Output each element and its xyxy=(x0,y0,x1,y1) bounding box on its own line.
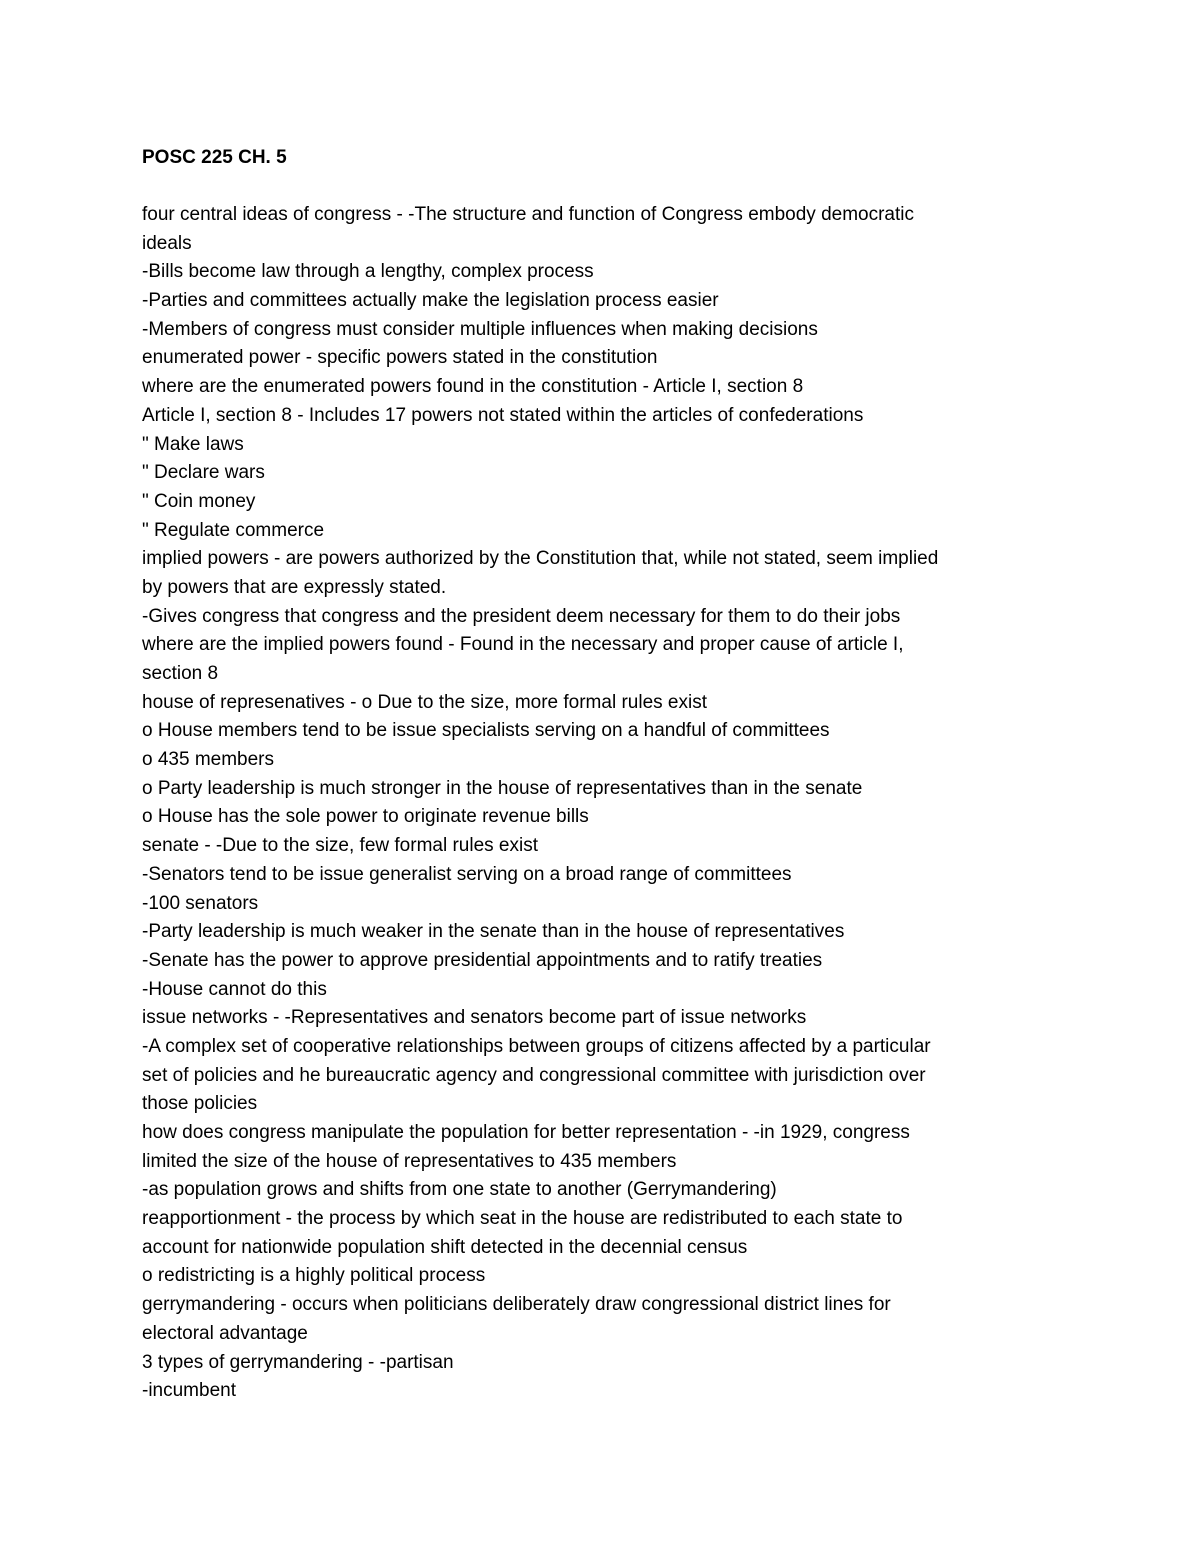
text-line: -Gives congress that congress and the president deem necessary for them to do their jobs xyxy=(142,605,901,627)
text-line: Article I, section 8 - Includes 17 powers not stated within the articles of confederations xyxy=(142,404,864,426)
text-line: implied powers - are powers authorized by the Constitution that, while not stated, seem implied xyxy=(142,548,939,570)
text-line: limited the size of the house of representatives to 435 members xyxy=(142,1150,677,1172)
text-line: where are the implied powers found - Found in the necessary and proper cause of article I, xyxy=(142,634,904,656)
text-line: -A complex set of cooperative relationships between groups of citizens affected by a particular xyxy=(142,1035,931,1057)
page-title: POSC 225 CH. 5 xyxy=(142,147,287,168)
text-line: electoral advantage xyxy=(142,1322,308,1344)
text-line: " Make laws xyxy=(142,433,244,455)
text-line: set of policies and he bureaucratic agency and congressional committee with jurisdiction over xyxy=(142,1064,926,1086)
text-line: o House members tend to be issue specialists serving on a handful of committees xyxy=(142,720,830,742)
text-line: house of represenatives - o Due to the size, more formal rules exist xyxy=(142,691,707,713)
document-body xyxy=(142,201,1077,1406)
text-line: -House cannot do this xyxy=(142,978,327,1000)
text-line: o House has the sole power to originate revenue bills xyxy=(142,806,589,828)
text-line: o 435 members xyxy=(142,749,275,771)
text-line: o redistricting is a highly political process xyxy=(142,1265,486,1287)
text-line: -incumbent xyxy=(142,1380,236,1402)
text-line: those policies xyxy=(142,1093,258,1115)
text-line: -Members of congress must consider multiple influences when making decisions xyxy=(142,318,818,340)
text-line: o Party leadership is much stronger in the house of representatives than in the senate xyxy=(142,777,863,799)
text-line: 3 types of gerrymandering - -partisan xyxy=(142,1351,454,1373)
text-line: by powers that are expressly stated. xyxy=(142,576,447,598)
text-line: " Declare wars xyxy=(142,462,265,484)
text-line: -Bills become law through a lengthy, complex process xyxy=(142,261,594,283)
text-line: ideals xyxy=(142,232,192,254)
text-line: section 8 xyxy=(142,663,219,684)
text-line: -100 senators xyxy=(142,892,259,914)
text-line: -as population grows and shifts from one state to another (Gerrymandering) xyxy=(142,1179,777,1201)
text-line: " Regulate commerce xyxy=(142,519,325,541)
text-line: -Senate has the power to approve presidential appointments and to ratify treaties xyxy=(142,949,823,971)
text-line: " Coin money xyxy=(142,490,256,512)
text-line: senate - -Due to the size, few formal rules exist xyxy=(142,835,538,857)
text-line: -Party leadership is much weaker in the senate than in the house of representatives xyxy=(142,921,845,943)
text-line: how does congress manipulate the population for better representation - -in 1929, congress xyxy=(142,1122,910,1143)
text-line: -Parties and committees actually make the legislation process easier xyxy=(142,290,719,312)
text-line: issue networks - -Representatives and senators become part of issue networks xyxy=(142,1007,807,1029)
text-line: enumerated power - specific powers stated in the constitution xyxy=(142,347,658,369)
text-line: four central ideas of congress - -The structure and function of Congress embody democratic xyxy=(142,204,914,225)
text-line: account for nationwide population shift detected in the decennial census xyxy=(142,1236,748,1258)
text-line: -Senators tend to be issue generalist serving on a broad range of committees xyxy=(142,863,792,885)
text-line: gerrymandering - occurs when politicians deliberately draw congressional district lines for xyxy=(142,1294,891,1316)
text-line: reapportionment - the process by which seat in the house are redistributed to each state to xyxy=(142,1208,903,1230)
text-line: where are the enumerated powers found in the constitution - Article I, section 8 xyxy=(142,376,804,398)
